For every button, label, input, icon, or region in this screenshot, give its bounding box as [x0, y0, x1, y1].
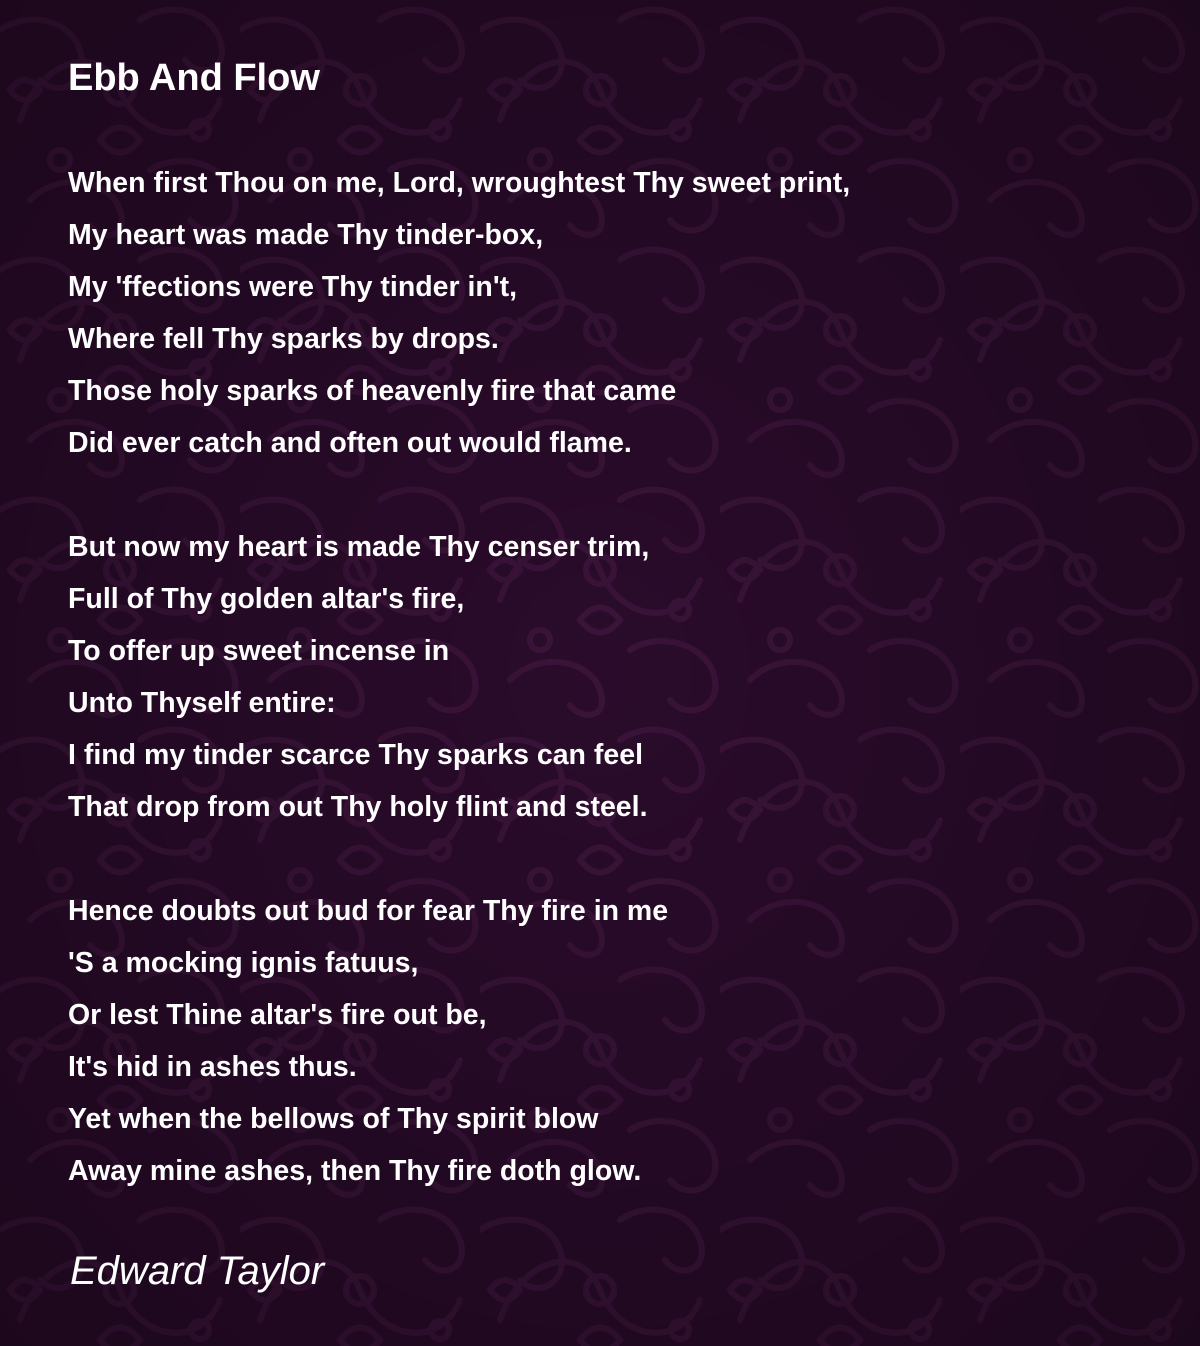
poem-line: Hence doubts out bud for fear Thy fire in me — [68, 895, 669, 927]
poem-line: 'S a mocking ignis fatuus, — [68, 947, 419, 979]
poem-author: Edward Taylor — [70, 1249, 325, 1293]
poem-line: It's hid in ashes thus. — [68, 1051, 357, 1083]
stanza-3 — [68, 885, 1168, 1197]
poem-line: To offer up sweet incense in — [68, 635, 450, 667]
poem-title: Ebb And Flow — [68, 57, 320, 99]
poem-line: Yet when the bellows of Thy spirit blow — [68, 1103, 599, 1135]
poem-line: When first Thou on me, Lord, wroughtest Thy sweet print, — [68, 167, 851, 199]
poem-line: My 'ffections were Thy tinder in't, — [68, 271, 518, 303]
poem-line: Away mine ashes, then Thy fire doth glow. — [68, 1155, 642, 1187]
stanza-2 — [68, 521, 1168, 833]
poem-line: Did ever catch and often out would flame. — [68, 427, 632, 459]
stanza-1 — [68, 157, 1168, 469]
poem-line: My heart was made Thy tinder-box, — [68, 219, 544, 251]
poem-line: Unto Thyself entire: — [68, 687, 336, 719]
poem-line: Those holy sparks of heavenly fire that came — [68, 375, 677, 407]
poem-line: Where fell Thy sparks by drops. — [68, 323, 499, 355]
poem-line: But now my heart is made Thy censer trim, — [68, 531, 650, 563]
poem-body — [68, 157, 1168, 1249]
poem-line: I find my tinder scarce Thy sparks can feel — [68, 739, 643, 771]
poem-line: That drop from out Thy holy flint and steel. — [68, 791, 648, 823]
poem-line: Full of Thy golden altar's fire, — [68, 583, 465, 615]
poem-line: Or lest Thine altar's fire out be, — [68, 999, 487, 1031]
